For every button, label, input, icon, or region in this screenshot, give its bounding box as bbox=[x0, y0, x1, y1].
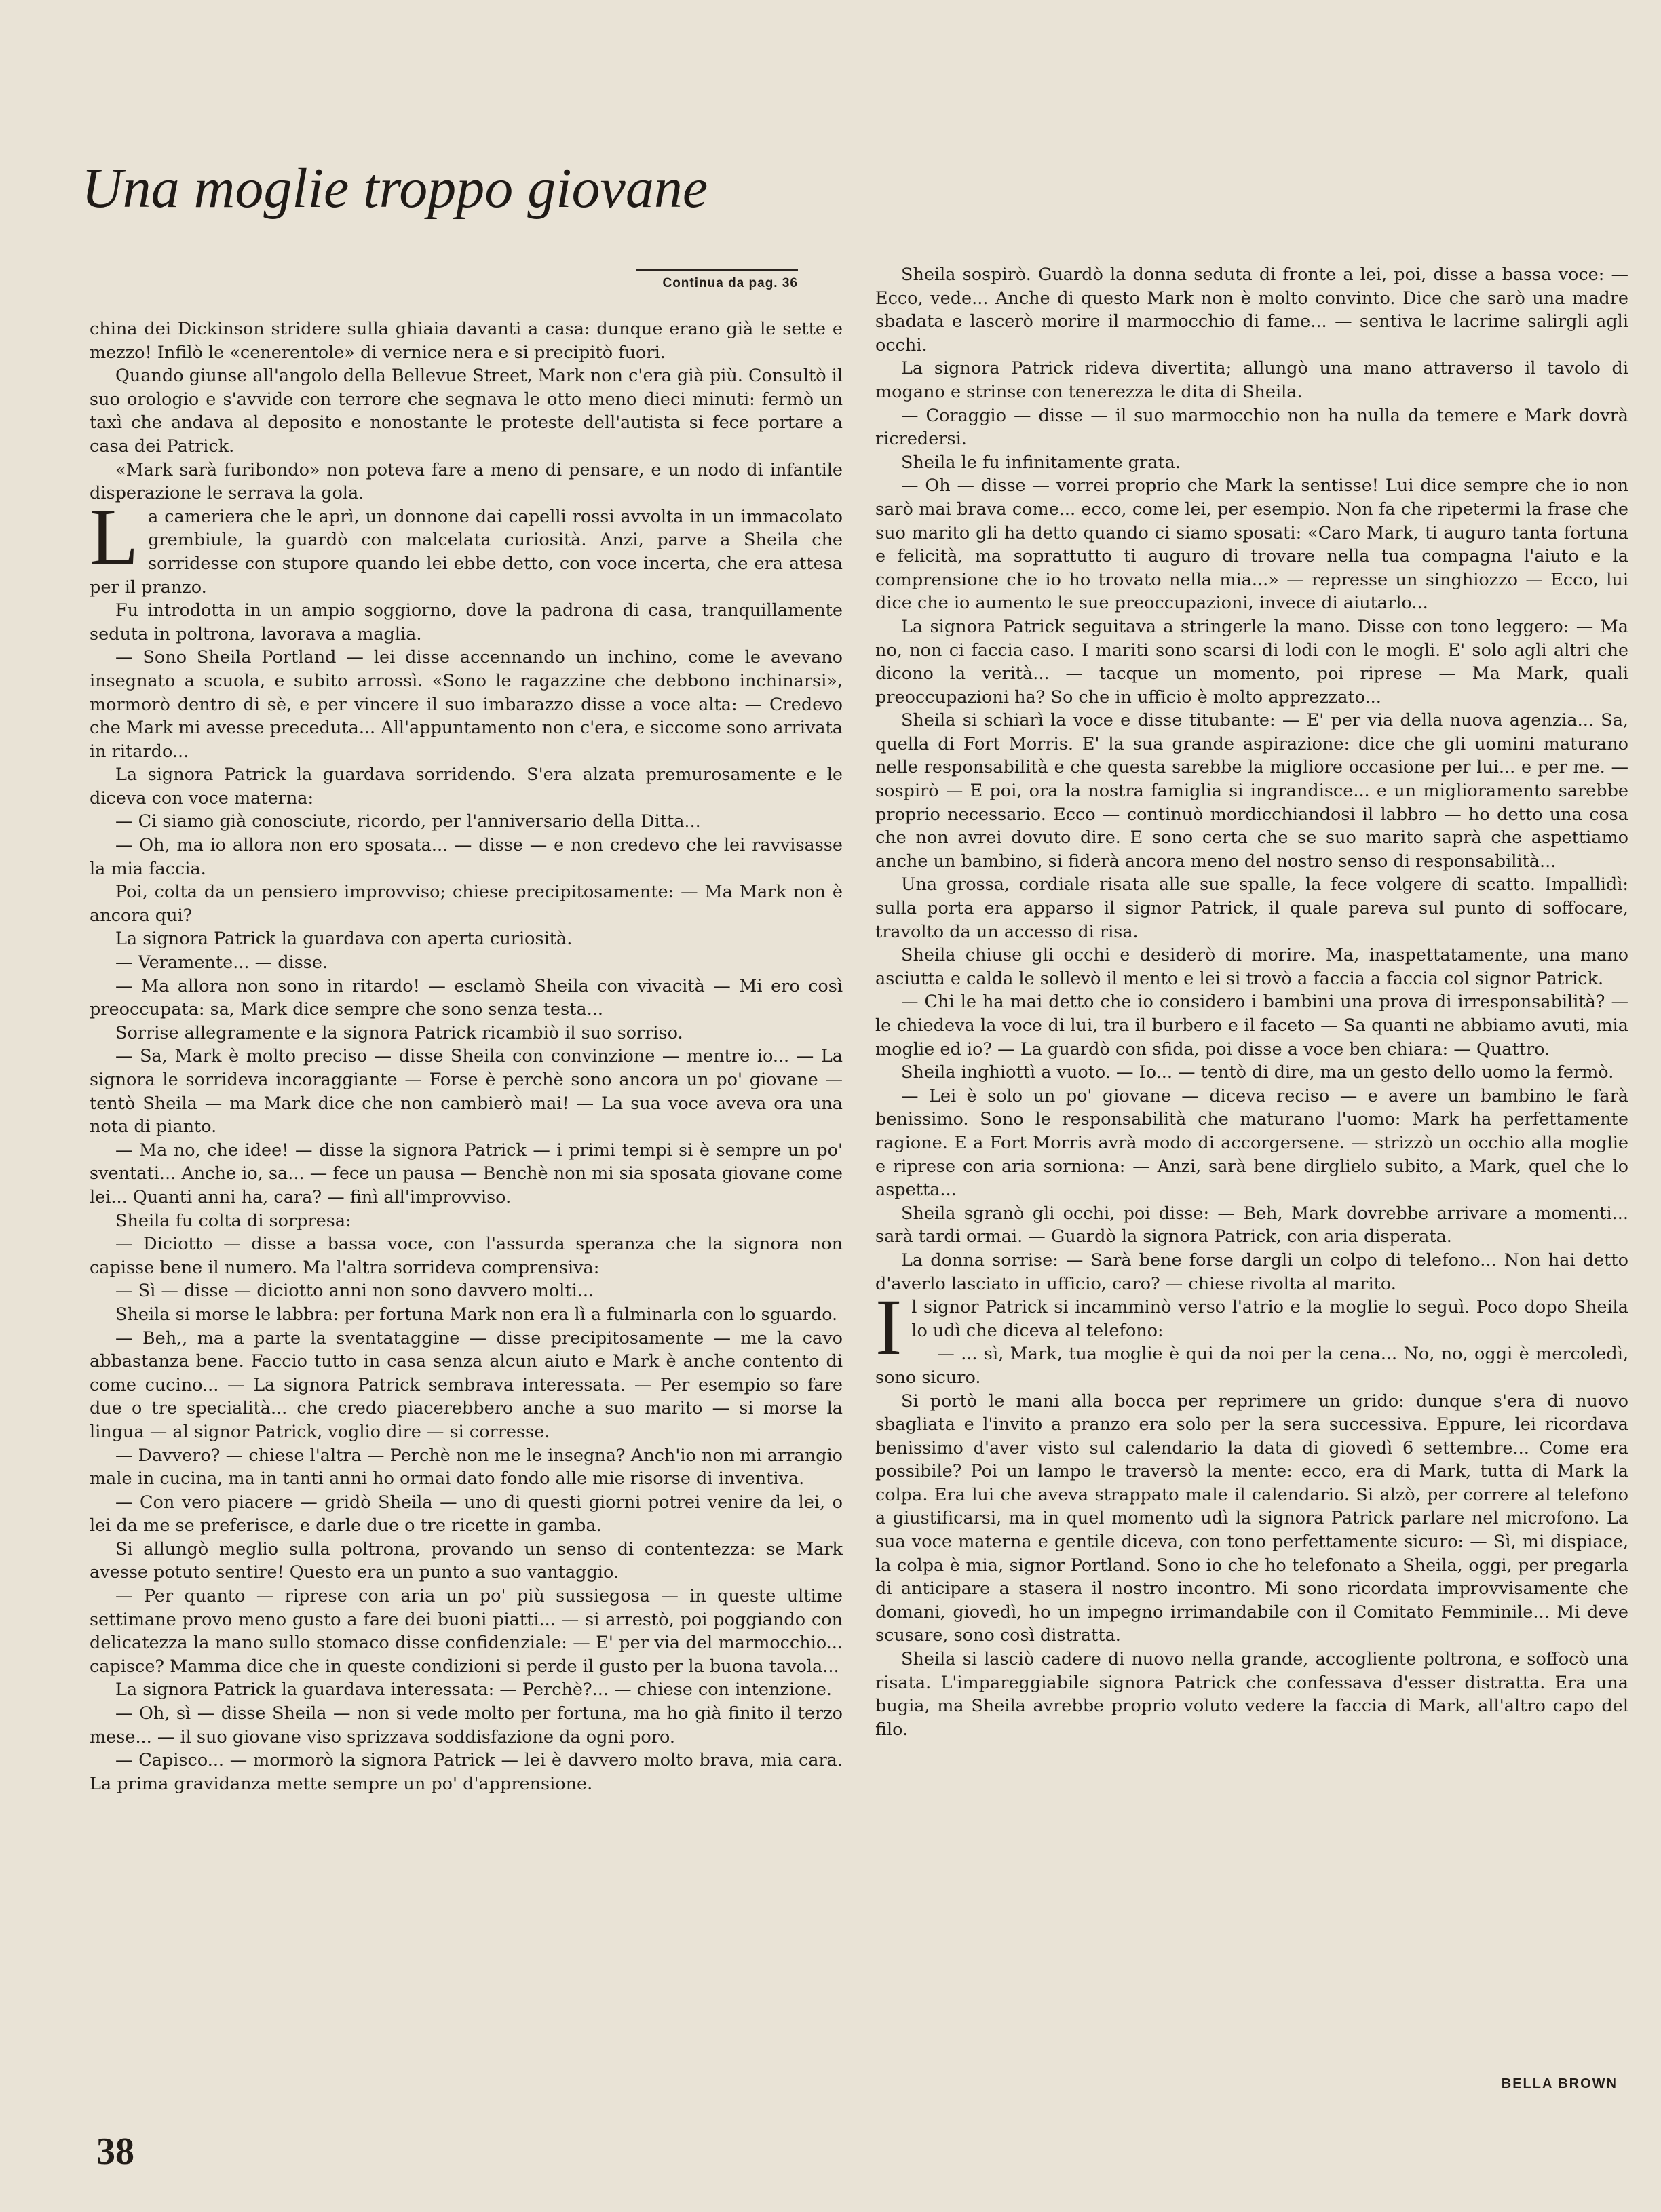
paragraph: — Chi le ha mai detto che io considero i bambini una prova di irresponsabilità? — le chiedeva la voce di lui, tra il burbero e il faceto — Sa quanti ne abbiamo avuti, mia moglie ed io? — La guardò con sfida, poi disse a voce ben chiara: — Quattro. bbox=[875, 992, 1628, 1060]
paragraph: Sheila fu colta di sorpresa: bbox=[115, 1210, 351, 1231]
paragraph: La signora Patrick la guardava con aperta curiosità. bbox=[115, 929, 573, 950]
paragraph: — Coraggio — disse — il suo marmocchio non ha nulla da temere e Mark dovrà ricredersi. bbox=[875, 405, 1628, 450]
paragraph: — Sì — disse — diciotto anni non sono davvero molti... bbox=[115, 1281, 594, 1302]
paragraph: — Ma no, che idee! — disse la signora Patrick — i primi tempi si è sempre un po' sventati... Anche io, sa... — fece un pausa — Benchè non mi sia sposata giovane come lei... Quanti anni ha, cara? — finì all'improvviso. bbox=[90, 1140, 843, 1207]
paragraph: — Veramente... — disse. bbox=[115, 952, 328, 973]
author-signature: BELLA BROWN bbox=[1501, 2076, 1618, 2091]
paragraph: — Davvero? — chiese l'altra — Perchè non me le insegna? Anch'io non mi arrangio male in cucina, ma in tanti anni ho ormai dato fondo alle mie risorse di inventiva. bbox=[90, 1445, 843, 1490]
paragraph: Si portò le mani alla bocca per reprimere un grido: dunque s'era di nuovo sbagliata e l'invito a pranzo era solo per la sera successiva. Eppure, lei ricordava benissimo d'aver visto sul calendario la data di giovedì 6 settembre... Come era possibile? Poi un lampo le traversò la mente: ecco, era di Mark, tutta di Mark la colpa. Era lui che aveva strappato male il calendario. Si alzò, per correre al telefono a giustificarsi, ma in quel momento udì la signora Patrick parlare nel microfono. La sua voce materna e gentile diceva, con tono perfettamente sicuro: — Sì, mi dispiace, la colpa è mia, signor Portland. Sono io che ho telefonato a Sheila, oggi, per pregarla di anticipare a stasera il nostro incontro. Mi sono ricordata improvvisamente che domani, giovedì, ho un impegno irrimandabile con il Comitato Femminile... Mi deve scusare, sono così distratta. bbox=[875, 1391, 1628, 1646]
paragraph: Sheila sospirò. Guardò la donna seduta di fronte a lei, poi, disse a bassa voce: — Ecco, vede... Anche di questo Mark non è molto convinto. Dice che sarò una madre sbadata e lascerò morire il marmocchio di fame... — sentiva le lacrime salirgli agli occhi. bbox=[875, 265, 1628, 355]
paragraph: — Capisco... — mormorò la signora Patrick — lei è davvero molto brava, mia cara. La prima gravidanza mette sempre un po' d'apprensione. bbox=[90, 1750, 843, 1794]
paragraph: La donna sorrise: — Sarà bene forse dargli un colpo di telefono... Non hai detto d'averlo lasciato in ufficio, caro? — chiese rivolta al marito. bbox=[875, 1249, 1628, 1294]
paragraph: La signora Patrick seguitava a stringerle la mano. Disse con tono leggero: — Ma no, non ci faccia caso. I mariti sono scarsi di lodi con le mogli. E' solo agli altri che dicono la verità... — tacque un momento, poi riprese — Ma Mark, quali preoccupazioni ha? So che in ufficio è molto apprezzato... bbox=[875, 616, 1628, 707]
paragraph: — Lei è solo un po' giovane — diceva reciso — e avere un bambino le farà benissimo. Sono le responsabilità che maturano l'uomo: Mark ha perfettamente ragione. E a Fort Morris avrà modo di accorgersene. — strizzò un occhio alla moglie e riprese con aria sorniona: — Anzi, sarà bene dirglielo subito, a Mark, quel che lo aspetta... bbox=[875, 1085, 1628, 1201]
paragraph: — Ma allora non sono in ritardo! — esclamò Sheila con vivacità — Mi ero così preoccupata: sa, Mark dice sempre che sono senza testa... bbox=[90, 975, 843, 1020]
paragraph: Sheila si schiarì la voce e disse titubante: — E' per via della nuova agenzia... Sa, quella di Fort Morris. E' la sua grande aspirazione: dice che gli uomini maturano nelle responsabilità e che questa sarebbe la migliore occasione per lui... e per me. — sospirò — E poi, ora la nostra famiglia si ingrandisce... e un miglioramento sarebbe proprio necessario. Ecco — continuò mordicchiandosi il labbro — ho detto una cosa che non avrei dovuto dire. E sono certa che se suo marito saprà che aspettiamo anche un bambino, si fiderà ancora meno del nostro senso di responsabilità... bbox=[875, 710, 1628, 872]
paragraph: — Oh, sì — disse Sheila — non si vede molto per fortuna, ma ho già finito il terzo mese... — il suo giovane viso sprizzava soddisfazione da ogni poro. bbox=[90, 1703, 843, 1747]
paragraph: china dei Dickinson stridere sulla ghiaia davanti a casa: dunque erano già le sette e mezzo! Infilò le «cenerentole» di vernice nera e si precipitò fuori. bbox=[90, 319, 843, 363]
paragraph: — Beh,, ma a parte la sventataggine — disse precipitosamente — me la cavo abbastanza bene. Faccio tutto in casa senza alcun aiuto e Mark è anche contento di come cucino... — La signora Patrick sembrava interessata. — Per esempio so fare due o tre specialità... che credo piacerebbero anche a suo marito — si morse la lingua — al signor Patrick, voglio dire — si corresse. bbox=[90, 1327, 843, 1442]
drop-cap: L bbox=[90, 492, 139, 581]
paragraph: — ... sì, Mark, tua moglie è qui da noi per la cena... No, no, oggi è mercoledì, sono sicuro. bbox=[875, 1344, 1628, 1388]
paragraph: Sheila inghiottì a vuoto. — Io... — tentò di dire, ma un gesto dello uomo la fermò. bbox=[901, 1062, 1614, 1083]
paragraph: Sheila si lasciò cadere di nuovo nella grande, accogliente poltrona, e soffocò una risata. L'impareggiabile signora Patrick che confessava d'esser distratta. Era una bugia, ma Sheila avrebbe proprio voluto vedere la faccia di Mark, all'altro capo del filo. bbox=[875, 1649, 1628, 1740]
paragraph: — Oh, ma io allora non ero sposata... — disse — e non credevo che lei ravvisasse la mia faccia. bbox=[90, 835, 843, 879]
paragraph: — Sa, Mark è molto preciso — disse Sheila con convinzione — mentre io... — La signora le sorrideva incoraggiante — Forse è perchè sono ancora un po' giovane — tentò Sheila — ma Mark dice che non cambierò mai! — La sua voce aveva ora una nota di pianto. bbox=[90, 1046, 843, 1138]
paragraph: Una grossa, cordiale risata alle sue spalle, la fece volgere di scatto. Impallidì: sulla porta era apparso il signor Patrick, il quale pareva sul punto di soffocare, travolto da un accesso di risa. bbox=[875, 874, 1628, 942]
continued-from-label: Continua da pag. 36 bbox=[636, 269, 798, 291]
paragraph: «Mark sarà furibondo» non poteva fare a meno di pensare, e un nodo di infantile disperazione le serrava la gola. bbox=[90, 459, 843, 504]
right-paragraphs-2 bbox=[875, 1342, 1628, 1741]
paragraph: Sheila sgranò gli occhi, poi disse: — Beh, Mark dovrebbe arrivare a momenti... sarà tardi ormai. — Guardò la signora Patrick, con aria disperata. bbox=[875, 1203, 1628, 1247]
page-number: 38 bbox=[96, 2131, 134, 2173]
drop-cap: I bbox=[875, 1283, 902, 1372]
section-start-paragraph bbox=[90, 492, 843, 599]
paragraph: Sheila le fu infinitamente grata. bbox=[901, 452, 1181, 473]
paragraph: Sheila chiuse gli occhi e desiderò di morire. Ma, inaspettatamente, una mano asciutta e calda le sollevò il mento e lei si trovò a faccia a faccia col signor Patrick. bbox=[875, 945, 1628, 989]
paragraph: Sheila si morse le labbra: per fortuna Mark non era lì a fulminarla con lo sguardo. bbox=[115, 1304, 838, 1325]
paragraph: La signora Patrick la guardava interessata: — Perchè?... — chiese con intenzione. bbox=[115, 1680, 832, 1701]
paragraph: — Diciotto — disse a bassa voce, con l'assurda speranza che la signora non capisse bene il numero. Ma l'altra sorrideva comprensiva: bbox=[90, 1234, 843, 1278]
paragraph: — Ci siamo già conosciute, ricordo, per l'anniversario della Ditta... bbox=[115, 811, 701, 832]
right-paragraphs bbox=[875, 263, 1628, 1296]
right-column bbox=[875, 263, 1628, 1741]
paragraph: La signora Patrick la guardava sorridendo. S'era alzata premurosamente e le diceva con voce materna: bbox=[90, 764, 843, 809]
left-paragraphs bbox=[90, 599, 843, 1796]
paragraph: — Oh — disse — vorrei proprio che Mark la sentisse! Lui dice sempre che io non sarò mai brava come... ecco, come lei, per esempio. Non fa che ripetermi la frase che suo marito gli ha detto quando ci siamo sposati: «Caro Mark, ti auguro tanta fortuna e felicità, ma soprattutto ti auguro di trovare nella tua compagna l'aiuto e la comprensione che io ho trovato nella mia...» — represse un singhiozzo — Ecco, lui dice che io aumento le sue preoccupazioni, invece di aiutarlo... bbox=[875, 476, 1628, 614]
paragraph: Sorrise allegramente e la signora Patrick ricambiò il suo sorriso. bbox=[115, 1022, 683, 1043]
section-first-text: l signor Patrick si incamminò verso l'atrio e la moglie lo seguì. Poco dopo Sheila lo udì che diceva al telefono: bbox=[911, 1297, 1628, 1341]
paragraph: Quando giunse all'angolo della Bellevue Street, Mark non c'era già più. Consultò il suo orologio e s'avvide con terrore che segnava le otto meno dieci minuti: fermò un taxì che andava al deposito e nonostante le proteste dell'autista si fece portare a casa dei Patrick. bbox=[90, 366, 843, 457]
paragraph: — Con vero piacere — gridò Sheila — uno di questi giorni potrei venire da lei, o lei da me se preferisce, e darle due o tre ricette in gamba. bbox=[90, 1492, 843, 1536]
paragraph: La signora Patrick rideva divertita; allungò una mano attraverso il tavolo di mogano e strinse con tenerezza le dita di Sheila. bbox=[875, 358, 1628, 402]
left-column bbox=[90, 317, 843, 1796]
paragraph: Si allungò meglio sulla poltrona, provando un senso di contentezza: se Mark avesse potuto sentire! Questo era un punto a suo vantaggio. bbox=[90, 1538, 843, 1583]
section-first-text: a cameriera che le aprì, un donnone dai capelli rossi avvolta in un immacolato grembiule, la guardò con malcelata curiosità. Anzi, parve a Sheila che sorridesse con stupore quando lei ebbe detto, con voce incerta, che era attesa per il pranzo. bbox=[90, 506, 843, 598]
paragraph: — Per quanto — riprese con aria un po' più sussiegosa — in queste ultime settimane provo meno gusto a fare dei buoni piatti... — si arrestò, poi poggiando con delicatezza la mano sullo stomaco disse confidenziale: — E' per via del marmocchio... capisce? Mamma dice che in queste condizioni si perde il gusto per la buona tavola... bbox=[90, 1586, 843, 1677]
paragraph: — Sono Sheila Portland — lei disse accennando un inchino, come le avevano insegnato a scuola, e subito arrossì. «Sono le ragazzine che debbono inchinarsi», mormorò dentro di sè, e per vincere il suo imbarazzo disse a voce alta: — Credevo che Mark mi avesse preceduta... All'appuntamento non c'era, e siccome sono arrivata in ritardo... bbox=[90, 647, 843, 762]
story-title: Una moglie troppo giovane bbox=[81, 157, 708, 220]
paragraph: Fu introdotta in un ampio soggiorno, dove la padrona di casa, tranquillamente seduta in poltrona, lavorava a maglia. bbox=[90, 600, 843, 644]
paragraph: Poi, colta da un pensiero improvviso; chiese precipitosamente: — Ma Mark non è ancora qui? bbox=[90, 882, 843, 926]
